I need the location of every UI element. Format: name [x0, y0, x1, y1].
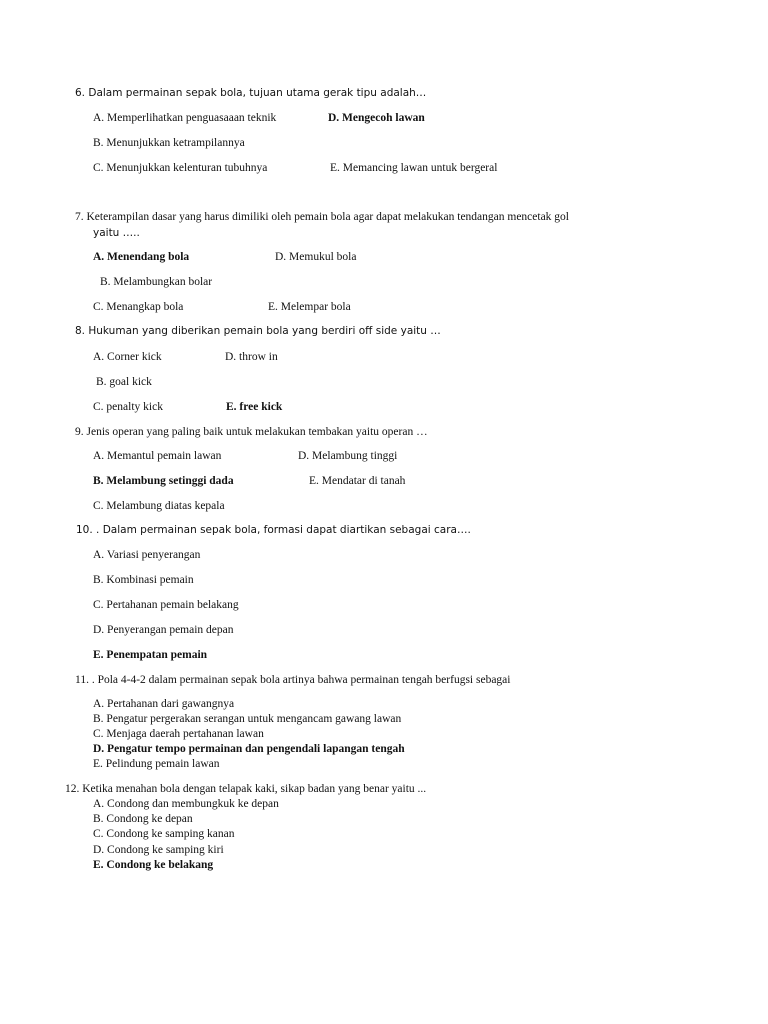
q6-option-c: C. Menunjukkan kelenturan tubuhnya: [93, 162, 268, 174]
question-number: 11. .: [75, 674, 95, 686]
question-text: Ketika menahan bola dengan telapak kaki, sikap badan yang benar yaitu ...: [82, 783, 427, 795]
q9-option-d: D. Melambung tinggi: [298, 450, 398, 462]
question-12: [65, 782, 426, 797]
q11-option-a: A. Pertahanan dari gawangnya: [93, 698, 235, 710]
question-8: [75, 324, 441, 339]
question-text: Dalam permainan sepak bola, formasi dapat diartikan sebagai cara….: [102, 524, 471, 536]
q8-option-a: A. Corner kick: [93, 351, 162, 363]
question-text: Dalam permainan sepak bola, tujuan utama gerak tipu adalah…: [88, 87, 427, 99]
q10-option-c: C. Pertahanan pemain belakang: [93, 599, 239, 611]
question-number: 6.: [75, 87, 86, 99]
question-number: 7.: [75, 211, 84, 223]
q12-option-d: D. Condong ke samping kiri: [93, 844, 224, 856]
question-text: Hukuman yang diberikan pemain bola yang berdiri off side yaitu …: [88, 325, 441, 337]
q9-option-a: A. Memantul pemain lawan: [93, 450, 222, 462]
q7-text-continuation: yaitu …..: [93, 227, 140, 239]
question-9: [75, 425, 428, 440]
q8-option-d: D. throw in: [225, 351, 278, 363]
question-text: Pola 4-4-2 dalam permainan sepak bola artinya bahwa permainan tengah berfugsi sebagai: [97, 674, 511, 686]
q6-option-a: A. Memperlihatkan penguasaaan teknik: [93, 112, 277, 124]
q8-option-e: E. free kick: [226, 401, 283, 413]
question-number: 8.: [75, 325, 86, 337]
question-number: 9.: [75, 426, 84, 438]
q12-option-e: E. Condong ke belakang: [93, 859, 214, 871]
q7-option-a: A. Menendang bola: [93, 251, 190, 263]
q6-option-d: D. Mengecoh lawan: [328, 112, 425, 124]
q7-option-c: C. Menangkap bola: [93, 301, 184, 313]
q11-option-d: D. Pengatur tempo permainan dan pengendali lapangan tengah: [93, 743, 405, 755]
q10-option-b: B. Kombinasi pemain: [93, 574, 194, 586]
question-number: 10. .: [76, 524, 100, 536]
q12-option-a: A. Condong dan membungkuk ke depan: [93, 798, 279, 810]
question-text: Jenis operan yang paling baik untuk melakukan tembakan yaitu operan …: [86, 426, 428, 438]
q7-option-b: B. Melambungkan bolar: [100, 276, 213, 288]
q7-option-d: D. Memukul bola: [275, 251, 357, 263]
q11-option-b: B. Pengatur pergerakan serangan untuk mengancam gawang lawan: [93, 713, 402, 725]
question-number: 12.: [65, 783, 80, 795]
q6-option-b: B. Menunjukkan ketrampilannya: [93, 137, 245, 149]
q6-option-e: E. Memancing lawan untuk bergeral: [330, 162, 498, 174]
question-10: [76, 523, 471, 538]
q9-option-b: B. Melambung setinggi dada: [93, 475, 234, 487]
question-text: Keterampilan dasar yang harus dimiliki oleh pemain bola agar dapat melakukan tendangan mencetak gol: [86, 211, 570, 223]
q12-option-c: C. Condong ke samping kanan: [93, 828, 235, 840]
q10-option-d: D. Penyerangan pemain depan: [93, 624, 234, 636]
q11-option-c: C. Menjaga daerah pertahanan lawan: [93, 728, 264, 740]
q10-option-e: E. Penempatan pemain: [93, 649, 208, 661]
q8-option-b: B. goal kick: [96, 376, 152, 388]
question-11: [75, 673, 510, 688]
q9-option-e: E. Mendatar di tanah: [309, 475, 406, 487]
question-6: [75, 86, 426, 101]
q10-option-a: A. Variasi penyerangan: [93, 549, 201, 561]
q9-option-c: C. Melambung diatas kepala: [93, 500, 225, 512]
q11-option-e: E. Pelindung pemain lawan: [93, 758, 220, 770]
question-7: [75, 210, 569, 225]
q8-option-c: C. penalty kick: [93, 401, 163, 413]
q12-option-b: B. Condong ke depan: [93, 813, 193, 825]
q7-option-e: E. Melempar bola: [268, 301, 351, 313]
